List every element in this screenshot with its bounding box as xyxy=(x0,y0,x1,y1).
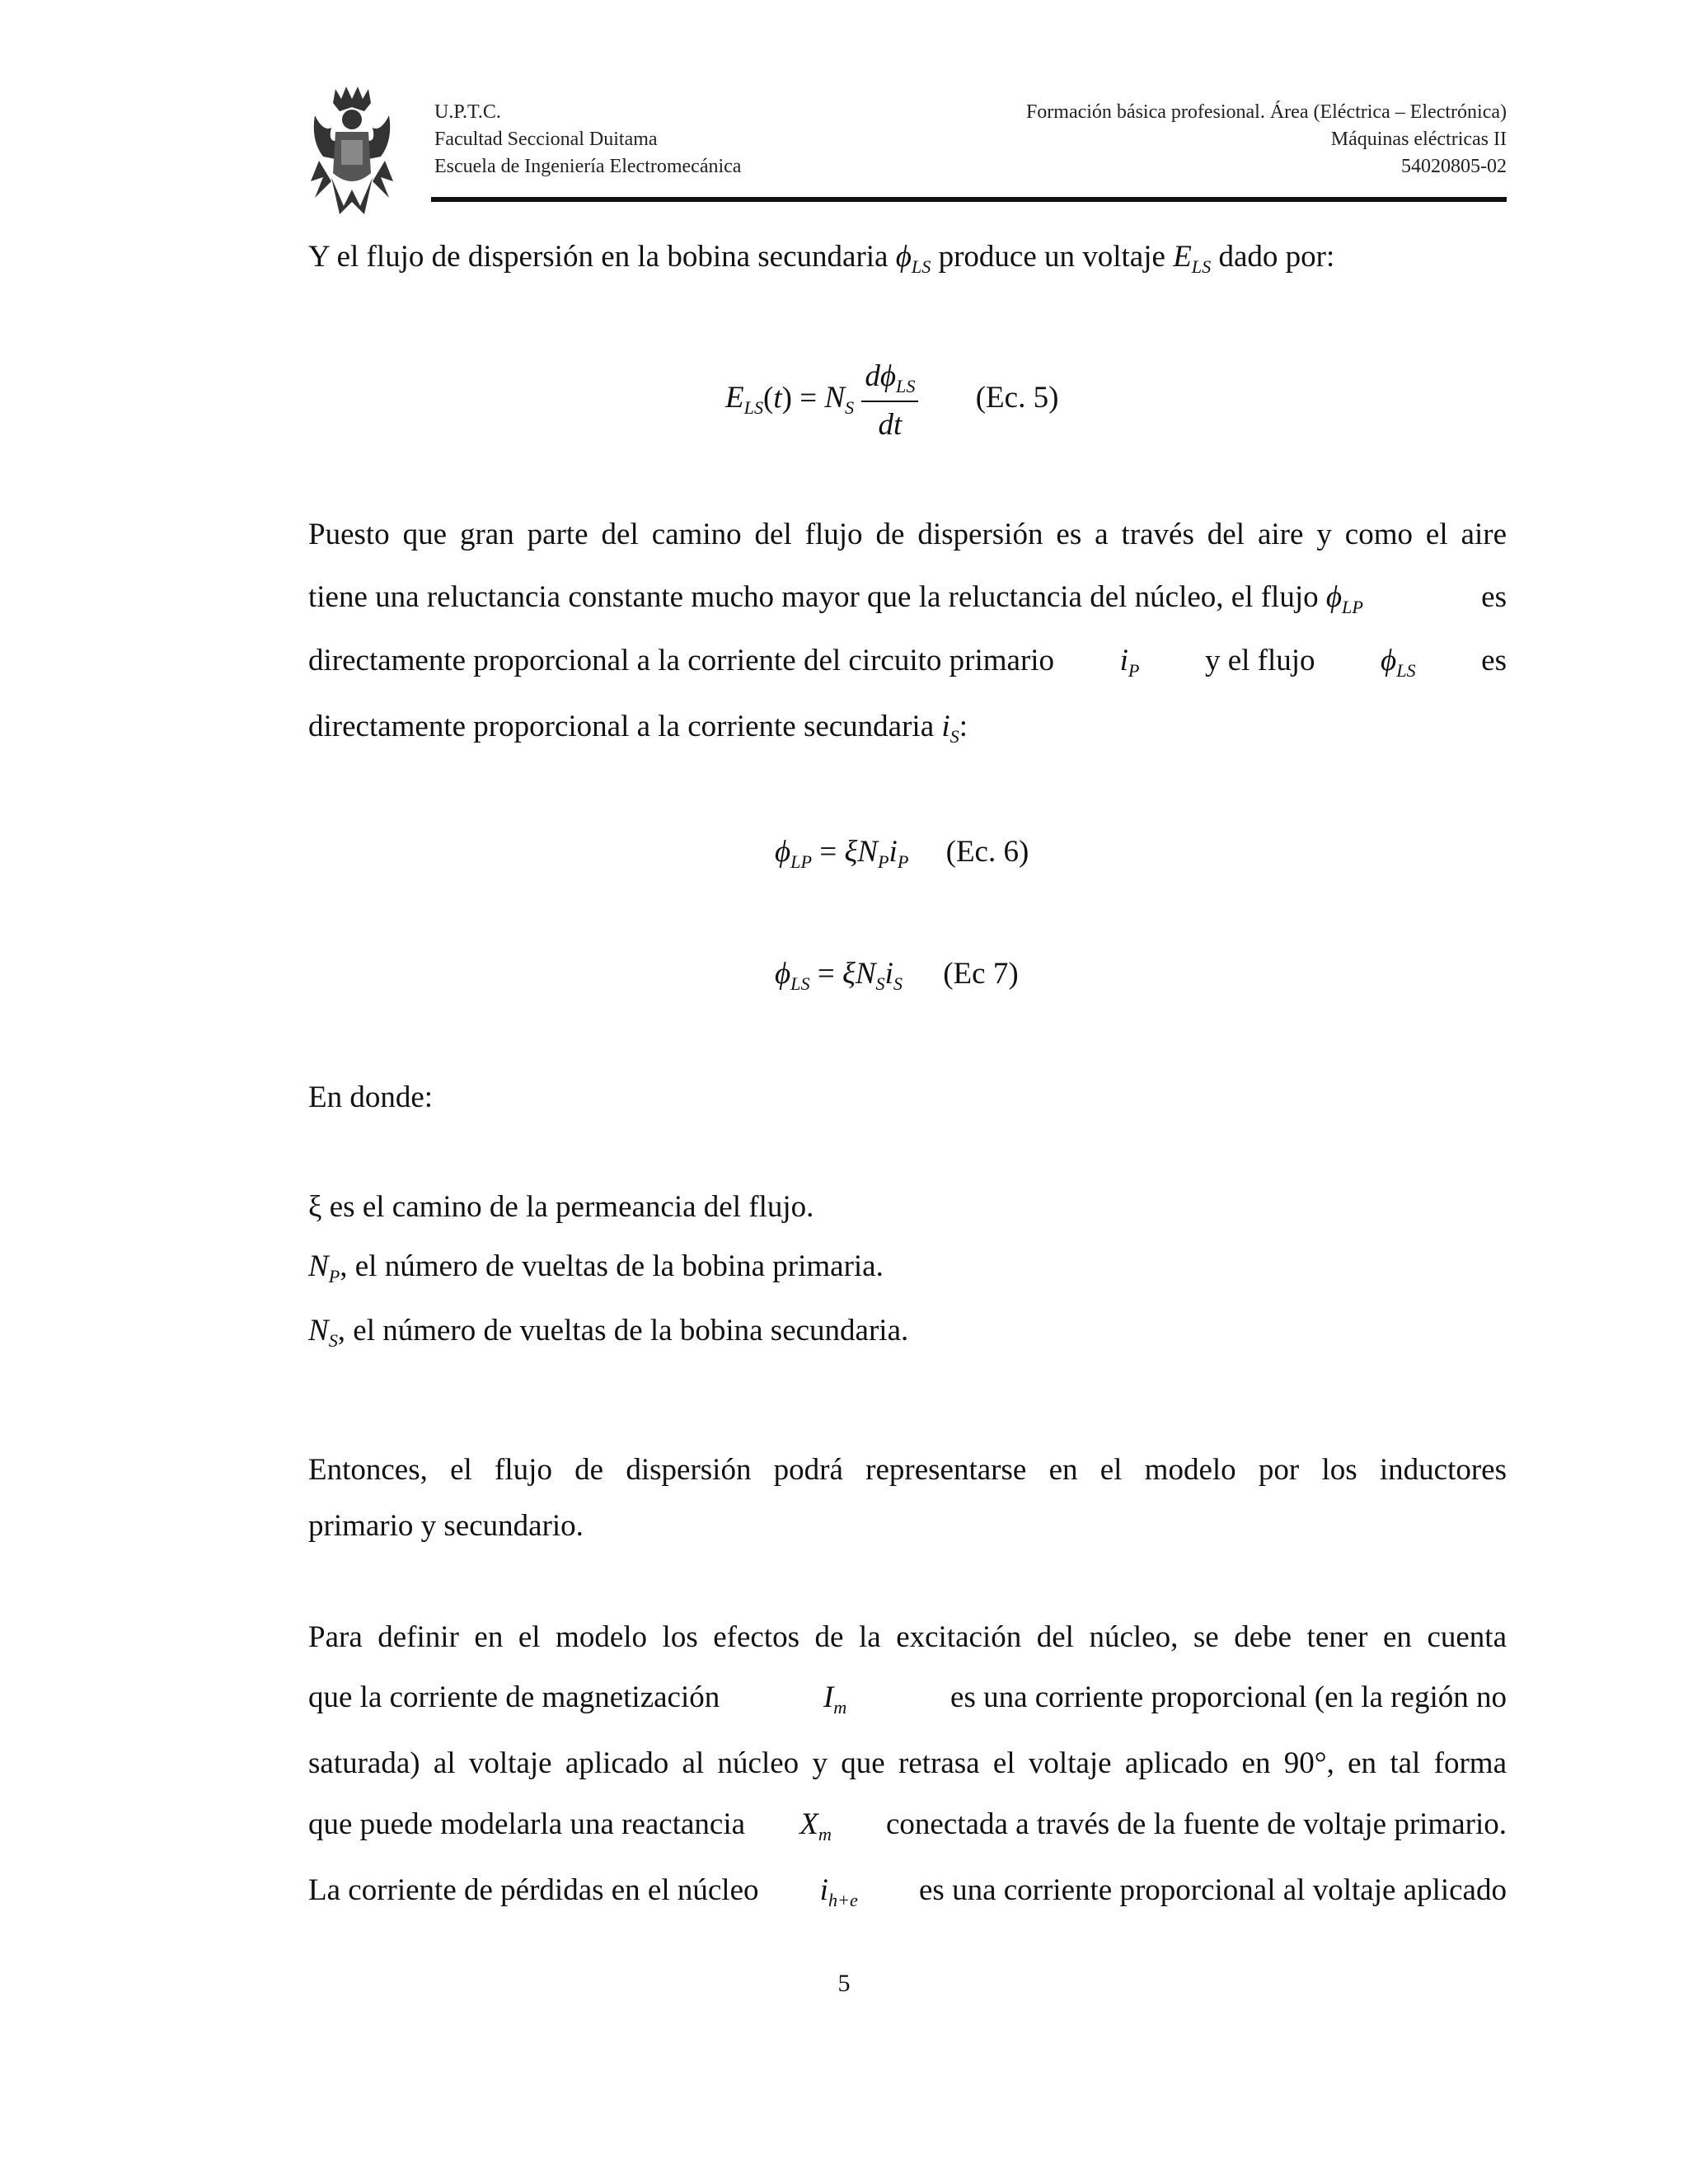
header-left xyxy=(434,99,741,180)
e-ls-symbol: $E_{LS}$ xyxy=(1173,240,1212,277)
para1-line1: Puesto que gran parte del camino del flujo de dispersión es a través del aire y como el aire xyxy=(308,518,1507,551)
ip-symbol: $i_P$ xyxy=(1119,644,1140,681)
para3-line2: que la corriente de magnetización $I_m$ es una corriente proporcional (en la región no xyxy=(308,1680,1507,1718)
header-right xyxy=(1026,99,1507,180)
para1-line4: directamente proporcional a la corriente secundaria $i_S$: xyxy=(308,710,968,747)
para3-line3: saturada) al voltaje aplicado al núcleo y que retrasa el voltaje aplicado en 90°, en tal forma xyxy=(308,1746,1507,1780)
header-faculty: Facultad Seccional Duitama xyxy=(434,129,658,150)
definition-xi: ξ es el camino de la permeancia del flujo. xyxy=(308,1190,814,1224)
xm-symbol: $X_m$ xyxy=(799,1807,832,1844)
phi-ls-symbol: $\phi_{LS}$ xyxy=(895,240,931,277)
phi-lp-symbol: $\phi_{LP}$ xyxy=(1325,580,1363,617)
np-symbol: $N_P$ xyxy=(308,1249,340,1286)
ihe-symbol: $i_{h+e}$ xyxy=(819,1873,858,1910)
header-rule xyxy=(431,197,1507,202)
definitions-heading: En donde: xyxy=(308,1080,434,1114)
page-number: 5 xyxy=(837,1970,851,1997)
phi-ls-symbol-2: $\phi_{LS}$ xyxy=(1381,644,1416,681)
is-symbol: $i_S$ xyxy=(941,710,959,747)
definition-np: $N_P$, el número de vueltas de la bobina primaria. xyxy=(308,1249,884,1286)
equation-7: $\phi_{LS} = \xi N_Si_S$ (Ec 7) xyxy=(775,957,1019,994)
para2-line1: Entonces, el flujo de dispersión podrá representarse en el modelo por los inductores xyxy=(308,1453,1507,1487)
para3-line1: Para definir en el modelo los efectos de la excitación del núcleo, se debe tener en cuenta xyxy=(308,1620,1507,1654)
fraction-dphi-dt: $\frac{d\phi_{LS}}{dt}$ xyxy=(861,359,918,443)
header-university: U.P.T.C. xyxy=(434,101,501,123)
para1-line2: tiene una reluctancia constante mucho mayor que la reluctancia del núcleo, el flujo $\phi_{LP}$ es xyxy=(308,580,1507,617)
equation-5-label: (Ec. 5) xyxy=(975,381,1059,415)
intro-line: Y el flujo de dispersión en la bobina secundaria $\phi_{LS}$ produce un voltaje $E_{LS}$ dado por: xyxy=(308,240,1335,277)
definition-ns: $N_S$, el número de vueltas de la bobina secundaria. xyxy=(308,1314,909,1351)
equation-6: $\phi_{LP} = \xi N_Pi_P$ (Ec. 6) xyxy=(775,835,1029,872)
header-course: Máquinas eléctricas II xyxy=(1330,129,1507,150)
para1-line3: directamente proporcional a la corriente del circuito primario $i_P$ y el flujo $\phi_{LS}$ es xyxy=(308,644,1507,681)
header-code: 54020805-02 xyxy=(1401,156,1507,177)
equation-5: $E_{LS}(t) = N_S$ $\frac{d\phi_{LS}}{dt}$ (Ec. 5) xyxy=(725,359,1059,442)
para3-line5: La corriente de pérdidas en el núcleo $i_{h+e}$ es una corriente proporcional al voltaje aplicado xyxy=(308,1873,1507,1910)
header-area: Formación básica profesional. Área (Eléctrica – Electrónica) xyxy=(1025,101,1507,123)
para3-line4: que puede modelarla una reactancia $X_m$ conectada a través de la fuente de voltaje primario. xyxy=(308,1807,1507,1844)
university-crest-logo xyxy=(307,82,397,223)
equation-7-label: (Ec 7) xyxy=(943,957,1019,991)
para2-line2: primario y secundario. xyxy=(308,1509,584,1543)
equation-6-label: (Ec. 6) xyxy=(945,835,1029,869)
ns-symbol: $N_S$ xyxy=(308,1314,338,1351)
header-school: Escuela de Ingeniería Electromecánica xyxy=(434,156,742,177)
im-symbol: $I_m$ xyxy=(823,1680,847,1718)
